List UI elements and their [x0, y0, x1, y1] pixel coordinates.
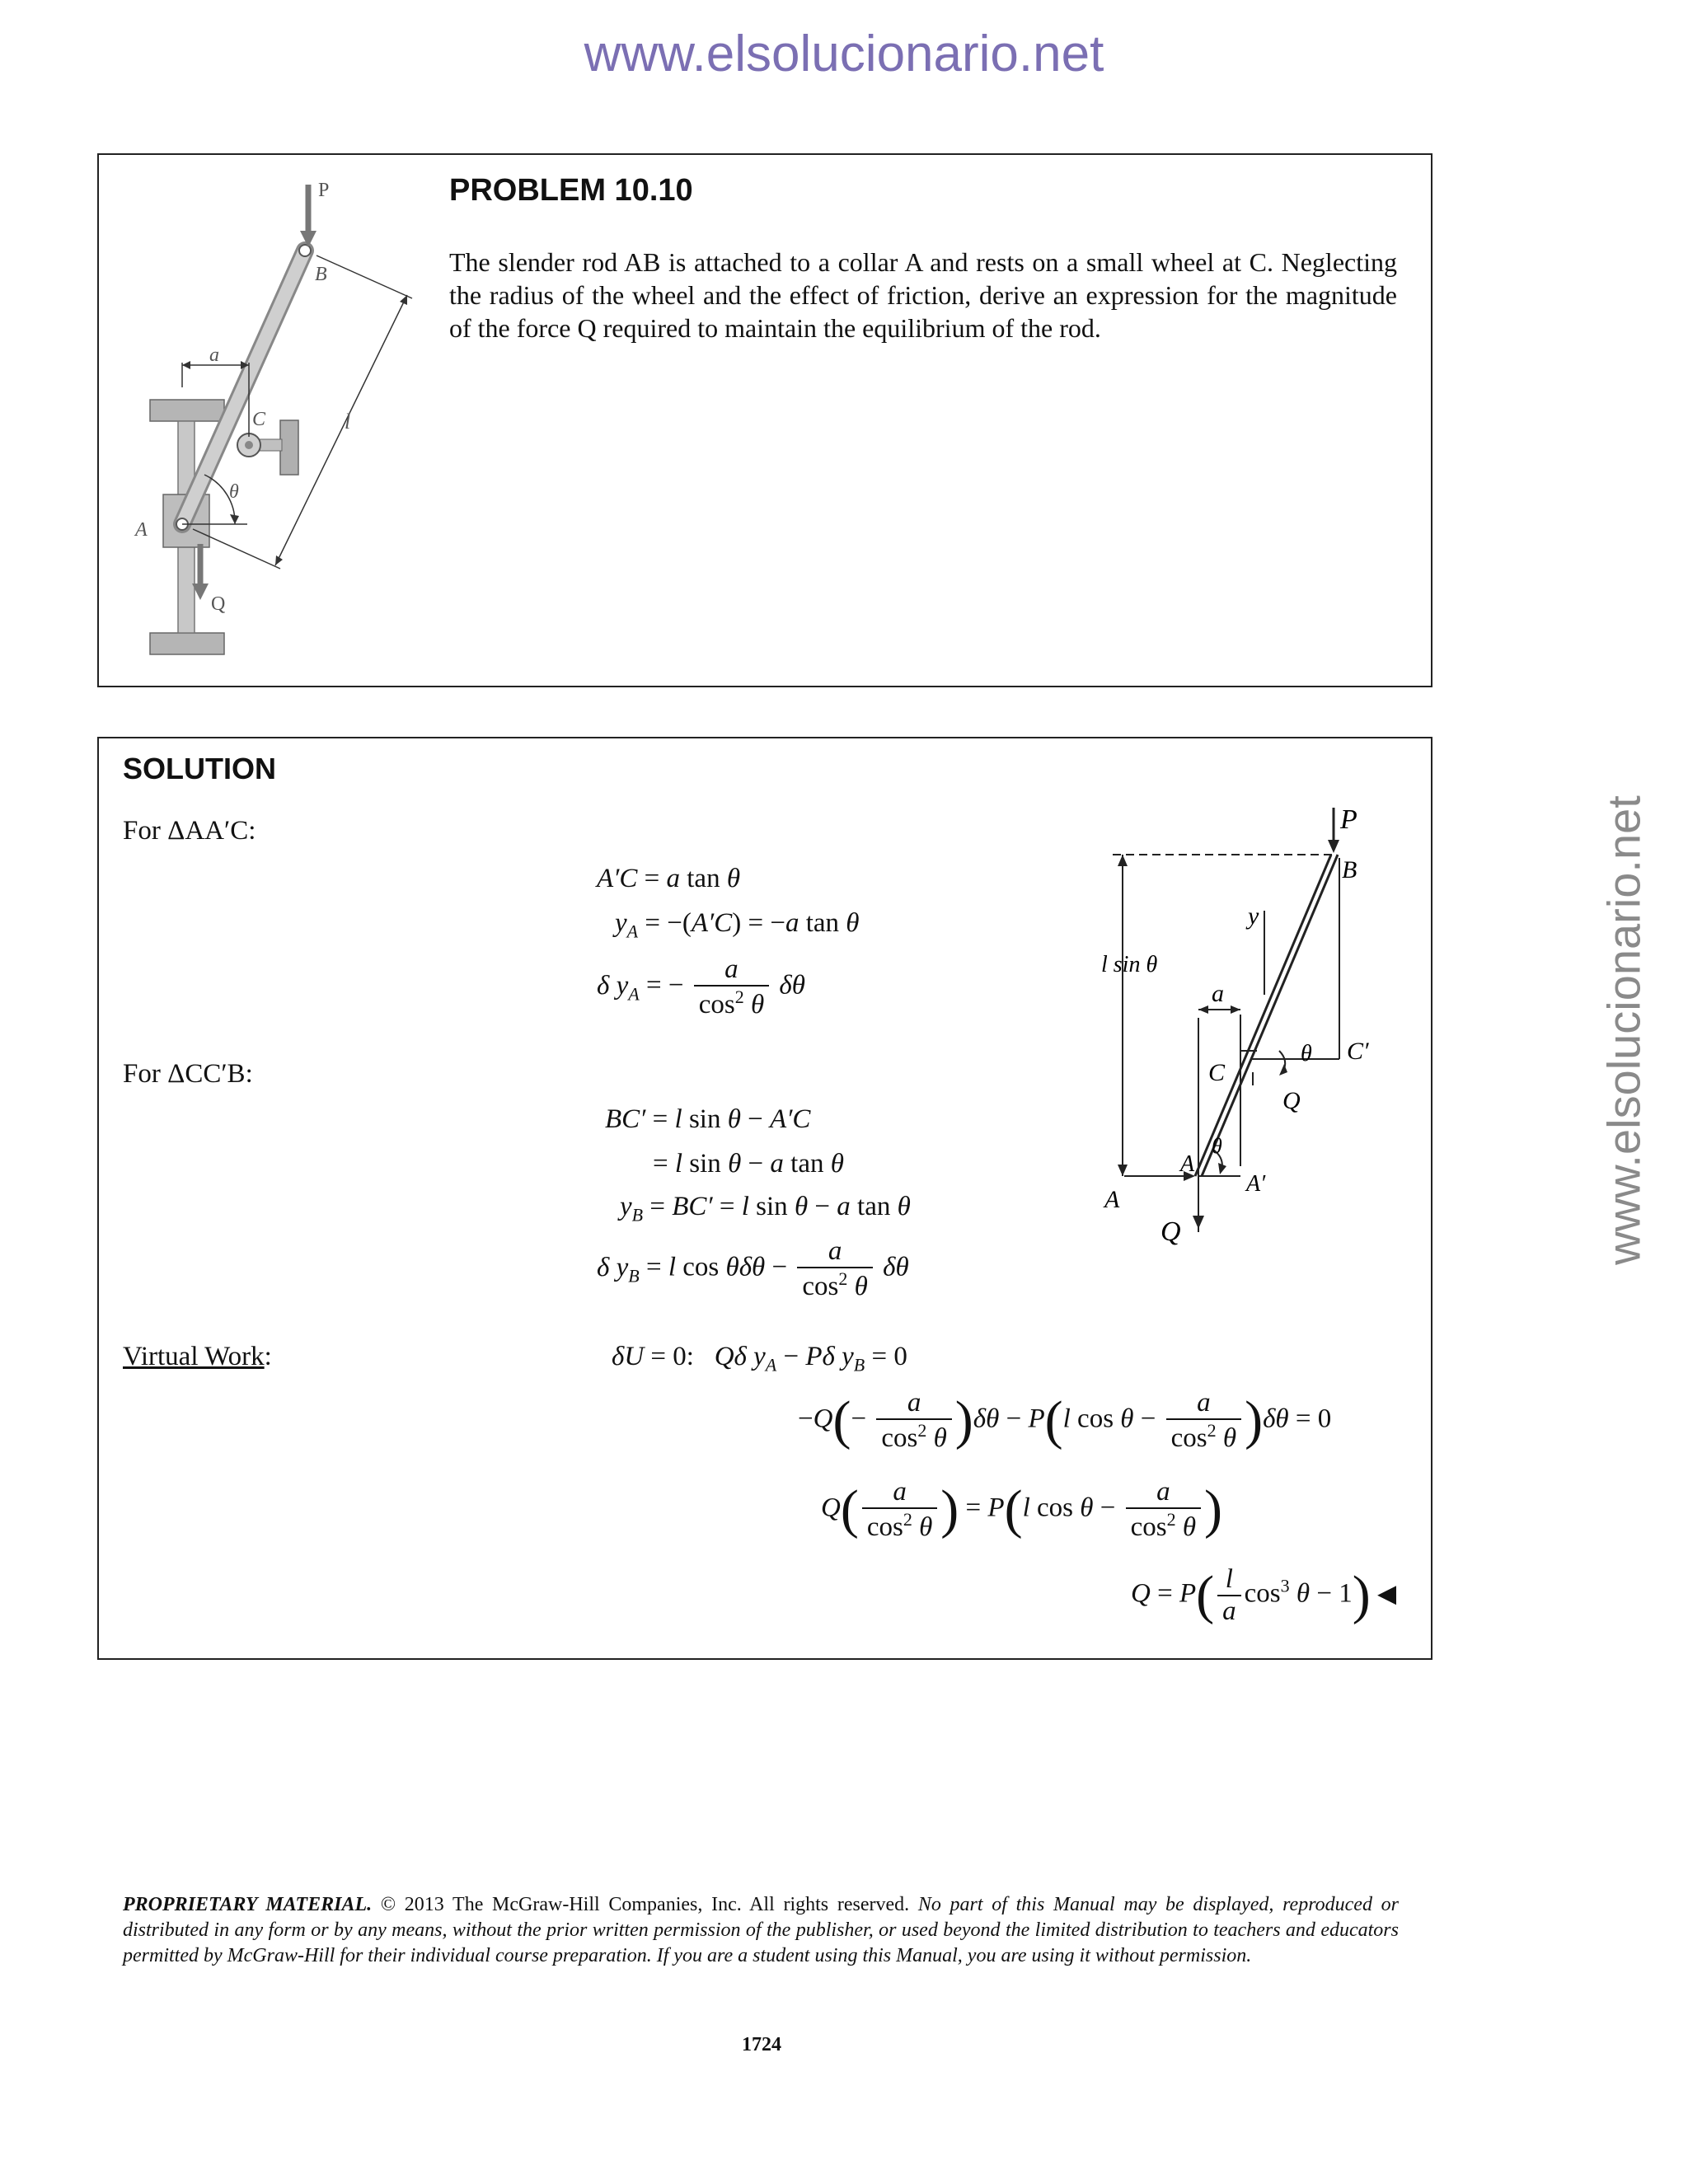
wheel-support [280, 420, 298, 475]
sketch-label-Cp: C′ [1347, 1038, 1369, 1065]
fig-label-a: a [209, 344, 219, 366]
fig-label-P: P [318, 180, 330, 201]
sketch-label-lsin: l sin θ [1101, 952, 1158, 977]
footer-lead: PROPRIETARY MATERIAL. [123, 1894, 373, 1915]
footer-copyright [123, 1892, 1399, 1969]
eq-yB: $y_B = BC' = l$ sin θ − a tan θ [620, 1192, 911, 1226]
label-virtual-work-text: Virtual Work [123, 1342, 265, 1371]
watermark-top[interactable]: www.elsolucionario.net [584, 26, 1104, 82]
sketch-label-P: P [1340, 804, 1357, 835]
eq-vw-substituted: −Q(− $\frac{a}{\cos^2 \theta}$ )δθ − P(l cos θ − $\frac{a}{\cos^2 \theta}$ )δθ = 0 [798, 1388, 1332, 1453]
eq-BC: BC′ = l sin θ − A′C [605, 1104, 811, 1134]
sketch-label-A-lower: A [1104, 1186, 1120, 1213]
page-number: 1724 [742, 2034, 781, 2055]
sketch-label-theta-upper: θ [1301, 1041, 1312, 1066]
footer-copy: © 2013 The McGraw-Hill Companies, Inc. All rights reserved. [372, 1894, 918, 1915]
label-virtual-work-colon: : [264, 1342, 272, 1371]
fig-label-A: A [135, 519, 148, 541]
column-top-plate [150, 400, 224, 421]
sketch-label-Ap: A′ [1246, 1171, 1266, 1197]
eq-AC: A′C = a tan θ [597, 864, 741, 893]
problem-title: PROBLEM 10.10 [449, 173, 693, 208]
problem-statement: The slender rod AB is attached to a collar A and rests on a small wheel at C. Neglecting the radius of the wheel and the effect of friction, derive an expression for the magnitude of the force Q required to maintain the equilibrium of the rod. [449, 247, 1397, 343]
eq-vw-simplified: Q( $\frac{a}{\cos^2 \theta}$ ) = P(l cos θ − $\frac{a}{\cos^2 \theta}$ ) [821, 1477, 1223, 1542]
sketch-label-Q: Q [1160, 1216, 1181, 1247]
label-triangle-AAC: For ΔAA′C: [123, 816, 256, 846]
sketch-label-Q-wheel: Q [1282, 1087, 1301, 1114]
sketch-rod [1195, 855, 1331, 1176]
problem-figure [107, 165, 437, 676]
solution-sketch [1088, 804, 1418, 1269]
solution-title: SOLUTION [123, 752, 276, 785]
footer-rest: No part of this Manual may be displayed, reproduced or distributed in any form or by any means, without the prior written permission of the publisher, or used beyond the limited distribution to teachers and educators permitted by McGraw-Hill for their individual course preparation. If you are a student using this Manual, you are using it without permission. [123, 1894, 1399, 1966]
watermark-side-text[interactable]: www.elsolucionario.net [1597, 795, 1650, 1265]
fig-label-theta: θ [229, 481, 239, 503]
eq-BC-expanded: = l sin θ − a tan θ [653, 1149, 844, 1179]
fig-label-Q: Q [211, 593, 226, 615]
sketch-label-y: y [1248, 902, 1259, 930]
sketch-label-theta-lower: θ [1212, 1134, 1222, 1158]
fig-label-l: l [345, 410, 351, 434]
answer-marker: ◀ [1376, 1580, 1397, 1608]
sketch-label-A-upper: A [1180, 1151, 1195, 1177]
label-triangle-CCB: For ΔCC′B: [123, 1059, 253, 1089]
eq-virtual-work: δU = 0: Qδ $y_A - P\delta$ $y_B = 0$ [612, 1342, 907, 1376]
column-bottom-plate [150, 633, 224, 654]
sketch-label-C: C [1208, 1059, 1226, 1086]
sketch-label-B: B [1342, 856, 1357, 883]
eq-final-answer: Q = P( $\frac{l}{a}$ $\cos^3 \theta - 1$) ◀ [1131, 1564, 1397, 1626]
fig-label-B: B [315, 264, 327, 285]
eq-delta-yB: δ $y_B = l$ cos θδθ − $\frac{a}{\cos^2 \theta}$ δθ [597, 1236, 909, 1301]
fig-label-C: C [252, 409, 266, 430]
pin-B [299, 245, 311, 256]
sketch-label-a: a [1212, 980, 1224, 1007]
label-virtual-work [123, 1342, 272, 1372]
eq-delta-yA: δ $y_A$ = − $\frac{a}{\cos^2 \theta}$ δθ [597, 954, 805, 1019]
eq-yA: $y_A = -(A'C) = -a$ tan θ [615, 908, 860, 942]
